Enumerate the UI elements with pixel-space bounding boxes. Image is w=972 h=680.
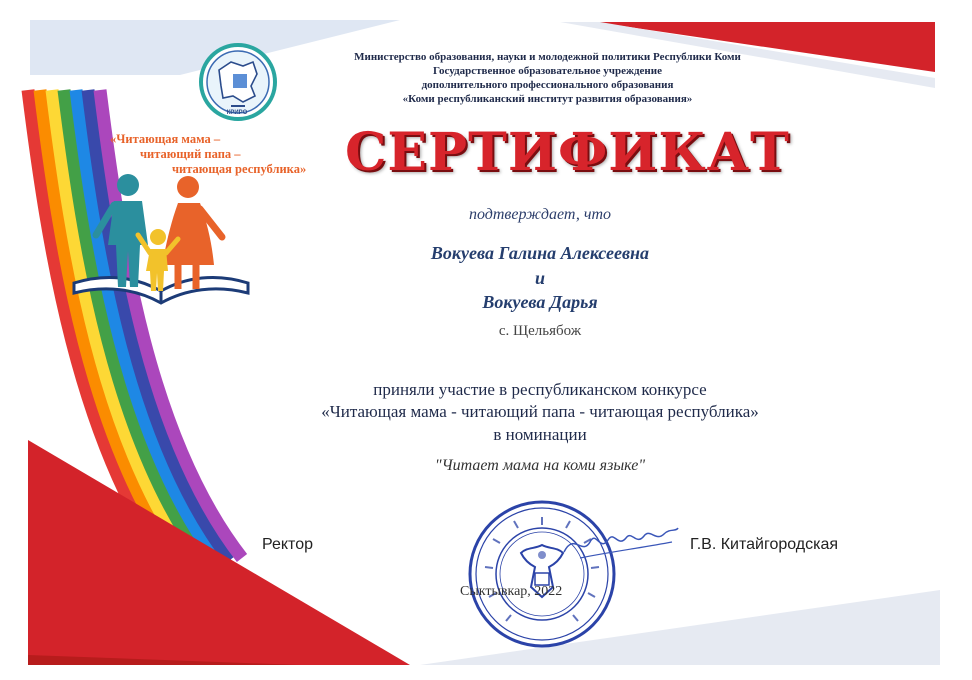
slogan-line: «Читающая мама – xyxy=(110,132,221,146)
krir-logo-icon xyxy=(193,40,283,130)
issuer-line: Государственное образовательное учреждение xyxy=(433,65,662,77)
issuer-line: Министерство образования, науки и молодежной политики Республики Коми xyxy=(354,51,741,63)
confirms-text: подтверждает, что xyxy=(468,206,612,223)
recipient-name: Вокуева Галина Алексеевна xyxy=(430,243,650,263)
signer-name: Г.В. Китайгородская xyxy=(690,536,839,553)
slogan-line: читающая республика» xyxy=(172,162,307,176)
issuer-header xyxy=(300,50,795,106)
participation-text: приняли участие в республиканском конкурсе xyxy=(373,380,707,399)
city-year: Сыктывкар, 2022 xyxy=(460,584,563,599)
contest-name: «Читающая мама - читающий папа - читающая республика» xyxy=(321,402,759,421)
nomination-label: в номинации xyxy=(493,425,587,444)
nomination-title: "Читает мама на коми языке" xyxy=(434,457,646,474)
issuer-line: дополнительного профессионального образования xyxy=(421,79,674,91)
recipient-name: Вокуева Дарья xyxy=(482,292,598,312)
family-reading-icon xyxy=(66,165,256,325)
signature-icon xyxy=(560,512,680,572)
signer-role: Ректор xyxy=(262,536,313,553)
village-name: с. Щельябож xyxy=(498,323,582,339)
slogan-line: читающий папа – xyxy=(140,147,241,161)
logo-caption: КРИРО xyxy=(226,110,248,116)
issuer-line: «Коми республиканский институт развития образования» xyxy=(402,93,693,105)
recipient-conjunction: и xyxy=(534,268,545,288)
certificate-title: СЕРТИФИКАТ xyxy=(345,122,790,183)
